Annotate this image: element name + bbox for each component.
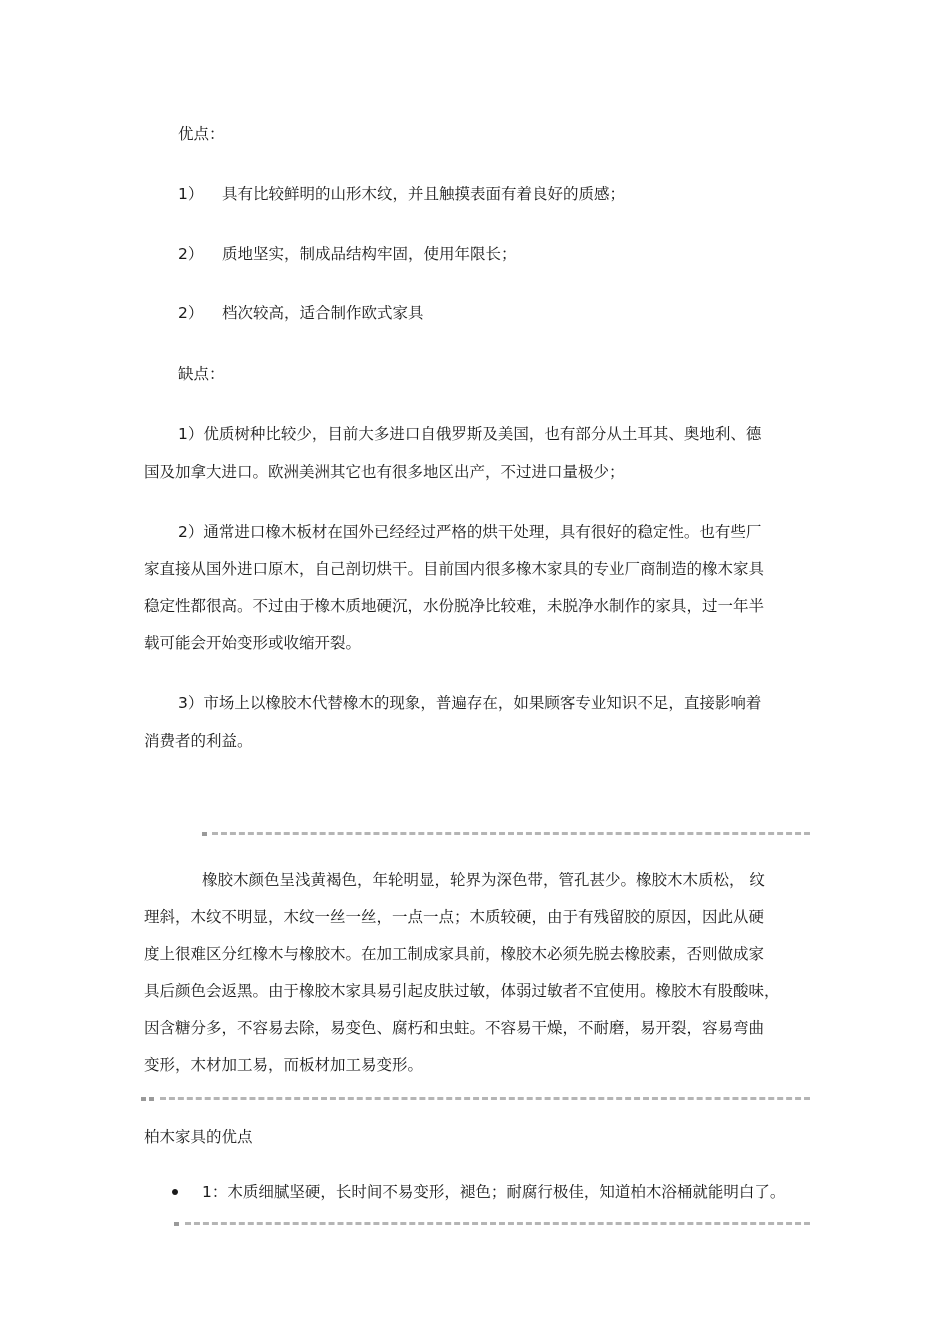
pros-heading: 优点： (178, 125, 225, 143)
cons-paragraph-line: 国及加拿大进口。欧洲美洲其它也有很多地区出产，不过进口量极少； (144, 463, 625, 481)
rubberwood-line: 变形，木材加工易，而板材加工易变形。 (144, 1056, 424, 1074)
cypress-bullet-item: 1：木质细腻坚硬，长时间不易变形，褪色；耐腐行极佳，知道柏木浴桶就能明白了。 (202, 1183, 786, 1201)
cons-paragraph-line: 1）优质树种比较少，目前大多进口自俄罗斯及美国，也有部分从土耳其、奥地利、德 (178, 425, 762, 443)
rubberwood-line: 理斜，木纹不明显，木纹一丝一丝，一点一点；木质较硬，由于有残留胶的原因，因此从硬 (144, 908, 765, 926)
pros-item-number: 2） (178, 304, 204, 322)
section-divider (160, 1097, 810, 1100)
bullet-icon (172, 1189, 178, 1195)
cons-heading: 缺点： (178, 365, 225, 383)
cons-paragraph-line: 3）市场上以橡胶木代替橡木的现象，普遍存在，如果顾客专业知识不足，直接影响着 (178, 694, 762, 712)
cons-paragraph-line: 稳定性都很高。不过由于橡木质地硬沉，水份脱净比较难，未脱净水制作的家具，过一年半 (144, 597, 765, 615)
separator-marker (141, 1097, 146, 1101)
cypress-heading: 柏木家具的优点 (144, 1128, 253, 1146)
pros-item (178, 184, 625, 204)
separator-marker (202, 832, 207, 836)
pros-item (178, 303, 424, 323)
pros-item-text: 档次较高，适合制作欧式家具 (222, 304, 424, 322)
cons-paragraph-line: 载可能会开始变形或收缩开裂。 (144, 634, 362, 652)
separator-marker (174, 1222, 179, 1226)
cons-paragraph-line: 2）通常进口橡木板材在国外已经经过严格的烘干处理，具有很好的稳定性。也有些厂 (178, 523, 762, 541)
pros-item-text: 具有比较鲜明的山形木纹，并且触摸表面有着良好的质感； (222, 185, 626, 203)
pros-item-number: 2） (178, 245, 204, 263)
rubberwood-line: 因含糖分多，不容易去除，易变色、腐朽和虫蛀。不容易干燥，不耐磨，易开裂，容易弯曲 (144, 1019, 765, 1037)
rubberwood-line: 橡胶木颜色呈浅黄褐色，年轮明显，轮界为深色带，管孔甚少。橡胶木木质松， 纹 (202, 871, 765, 889)
rubberwood-line: 度上很难区分红橡木与橡胶木。在加工制成家具前，橡胶木必须先脱去橡胶素，否则做成家 (144, 945, 765, 963)
separator-marker (149, 1097, 154, 1101)
cons-paragraph-line: 消费者的利益。 (144, 732, 253, 750)
cons-paragraph-line: 家直接从国外进口原木，自己剖切烘干。目前国内很多橡木家具的专业厂商制造的橡木家具 (144, 560, 765, 578)
section-divider (212, 832, 810, 835)
rubberwood-line: 具后颜色会返黑。由于橡胶木家具易引起皮肤过敏，体弱过敏者不宜使用。橡胶木有股酸味， (144, 982, 780, 1000)
pros-item-text: 质地坚实，制成品结构牢固，使用年限长； (222, 245, 517, 263)
section-divider (185, 1222, 810, 1225)
pros-item (178, 244, 517, 264)
pros-item-number: 1） (178, 185, 204, 203)
